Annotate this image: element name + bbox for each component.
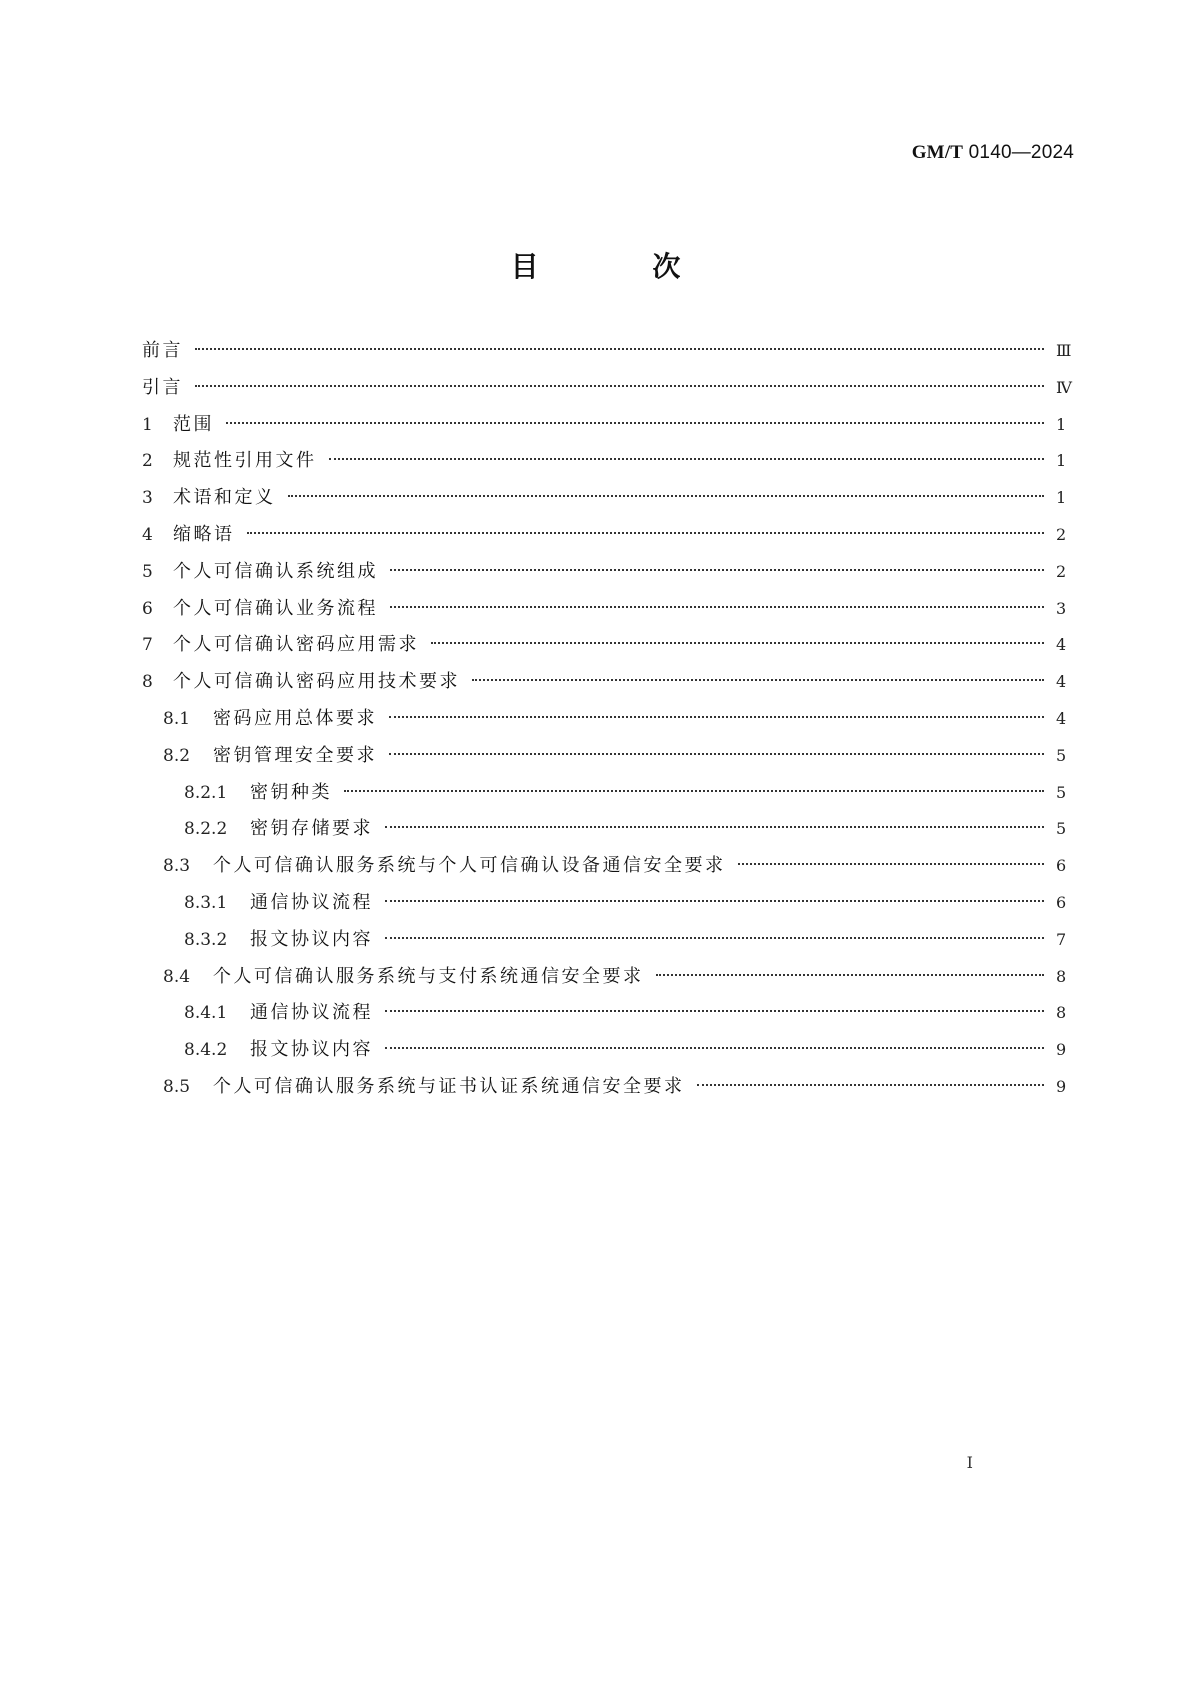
toc-entry-page: 4: [1056, 635, 1067, 655]
toc-entry-page: 5: [1056, 745, 1067, 765]
toc-entry-number: 1: [142, 414, 153, 435]
toc-dot-leader: [656, 974, 1045, 976]
toc-entry-page: 1: [1056, 451, 1067, 471]
toc-entry[interactable]: [142, 744, 1066, 781]
toc-entry-page: 2: [1056, 524, 1067, 544]
toc-entry-title: 个人可信确认系统组成: [173, 560, 378, 582]
toc-entry-number: 8.5: [163, 1076, 191, 1097]
toc-dot-leader: [288, 495, 1045, 497]
toc-entry-page: 4: [1056, 708, 1067, 728]
toc-entry-title: 个人可信确认密码应用技术要求: [173, 671, 460, 693]
toc-entry-number: 8.4.2: [184, 1040, 228, 1061]
toc-entry[interactable]: [142, 449, 1066, 486]
toc-entry-number: 5: [142, 561, 153, 582]
toc-entry[interactable]: [142, 854, 1066, 891]
toc-dot-leader: [385, 1047, 1044, 1049]
toc-entry-number: 8.2: [163, 745, 191, 766]
toc-entry-title: 个人可信确认业务流程: [173, 597, 378, 619]
toc-dot-leader: [390, 606, 1044, 608]
toc-entry-page: 9: [1056, 1040, 1067, 1060]
toc-entry-page: 5: [1056, 782, 1067, 802]
toc-entry-title: 个人可信确认服务系统与支付系统通信安全要求: [213, 965, 644, 987]
toc-entry[interactable]: [142, 486, 1066, 523]
toc-dot-leader: [389, 753, 1044, 755]
toc-entry-title: 个人可信确认密码应用需求: [173, 634, 419, 656]
toc-entry-page: 7: [1056, 929, 1067, 949]
toc-dot-leader: [431, 642, 1044, 644]
toc-entry-title: 密码应用总体要求: [213, 707, 377, 729]
toc-entry-page: 8: [1056, 966, 1067, 986]
toc-entry[interactable]: [142, 523, 1066, 560]
toc-entry-page: 2: [1056, 561, 1067, 581]
toc-entry-title: 规范性引用文件: [173, 450, 317, 472]
toc-dot-leader: [226, 422, 1044, 424]
toc-dot-leader: [385, 826, 1044, 828]
toc-entry[interactable]: [142, 965, 1066, 1002]
toc-entry[interactable]: [142, 1075, 1066, 1112]
toc-entry[interactable]: [142, 1038, 1066, 1075]
toc-entry[interactable]: [142, 781, 1066, 818]
toc-entry-title: 引言: [142, 376, 183, 398]
table-of-contents: [142, 339, 1072, 1112]
toc-dot-leader: [195, 348, 1044, 350]
document-code-prefix: GM/T: [911, 142, 964, 163]
toc-entry-number: 8.3.2: [184, 929, 228, 950]
toc-dot-leader: [390, 569, 1044, 571]
toc-entry-number: 8.2.2: [184, 819, 228, 840]
toc-entry[interactable]: [142, 560, 1066, 597]
toc-entry-page: 9: [1056, 1076, 1067, 1096]
toc-dot-leader: [247, 532, 1045, 534]
toc-dot-leader: [385, 1010, 1044, 1012]
toc-entry-number: 8.4: [163, 966, 191, 987]
toc-entry-title: 通信协议流程: [250, 891, 373, 913]
toc-dot-leader: [344, 790, 1044, 792]
toc-entry[interactable]: [142, 597, 1066, 634]
toc-entry[interactable]: [142, 633, 1066, 670]
toc-entry-number: 8.2.1: [184, 782, 228, 803]
toc-entry-title: 前言: [142, 340, 183, 361]
toc-entry-page: 6: [1056, 892, 1067, 912]
toc-dot-leader: [385, 937, 1044, 939]
toc-entry-title: 密钥存储要求: [250, 818, 373, 840]
toc-entry-page: 4: [1056, 672, 1067, 692]
toc-entry[interactable]: [142, 413, 1066, 450]
toc-entry-number: 8.1: [163, 708, 191, 729]
toc-entry-page: 3: [1056, 598, 1067, 618]
toc-entry-number: 3: [142, 488, 153, 509]
toc-entry-title: 个人可信确认服务系统与个人可信确认设备通信安全要求: [213, 855, 726, 877]
toc-dot-leader: [329, 458, 1045, 460]
page-title: 目 次: [510, 250, 733, 283]
toc-entry-title: 报文协议内容: [250, 928, 373, 950]
toc-entry[interactable]: [142, 891, 1066, 928]
toc-entry-page: 8: [1056, 1003, 1067, 1023]
toc-entry[interactable]: [142, 707, 1066, 744]
toc-entry-number: 8.3.1: [184, 892, 228, 913]
toc-dot-leader: [697, 1084, 1045, 1086]
toc-entry[interactable]: [142, 339, 1072, 376]
document-code-number: 0140—2024: [968, 142, 1074, 163]
document-code: [912, 142, 1074, 164]
toc-dot-leader: [389, 716, 1044, 718]
toc-entry-page: 5: [1056, 819, 1067, 839]
toc-entry-title: 缩略语: [173, 523, 235, 545]
page-number: Ⅰ: [966, 1453, 973, 1472]
toc-entry-title: 通信协议流程: [250, 1002, 373, 1024]
toc-entry-number: 8: [142, 672, 153, 693]
toc-entry[interactable]: [142, 376, 1072, 413]
toc-dot-leader: [472, 679, 1044, 681]
toc-entry-page: 1: [1056, 488, 1067, 508]
toc-dot-leader: [385, 900, 1044, 902]
toc-entry-title: 报文协议内容: [250, 1039, 373, 1061]
toc-entry-number: 6: [142, 598, 153, 619]
toc-entry-title: 个人可信确认服务系统与证书认证系统通信安全要求: [213, 1075, 685, 1097]
toc-entry-title: 范围: [173, 413, 214, 435]
toc-entry-page: 6: [1056, 856, 1067, 876]
toc-entry-page: 1: [1056, 414, 1067, 434]
toc-dot-leader: [738, 863, 1045, 865]
toc-entry[interactable]: [142, 817, 1066, 854]
toc-entry[interactable]: [142, 928, 1066, 965]
toc-entry-title: 密钥种类: [250, 781, 332, 803]
toc-entry[interactable]: [142, 670, 1066, 707]
toc-dot-leader: [195, 385, 1044, 387]
toc-entry-number: 8.3: [163, 856, 191, 877]
toc-entry[interactable]: [142, 1001, 1066, 1038]
toc-entry-title: 术语和定义: [173, 487, 276, 509]
toc-entry-number: 2: [142, 451, 153, 472]
toc-entry-number: 8.4.1: [184, 1003, 228, 1024]
toc-entry-title: 密钥管理安全要求: [213, 744, 377, 766]
toc-entry-number: 7: [142, 635, 153, 656]
toc-entry-number: 4: [142, 524, 153, 545]
toc-entry-page: Ⅲ: [1056, 341, 1072, 360]
toc-entry-page: Ⅳ: [1056, 377, 1072, 397]
